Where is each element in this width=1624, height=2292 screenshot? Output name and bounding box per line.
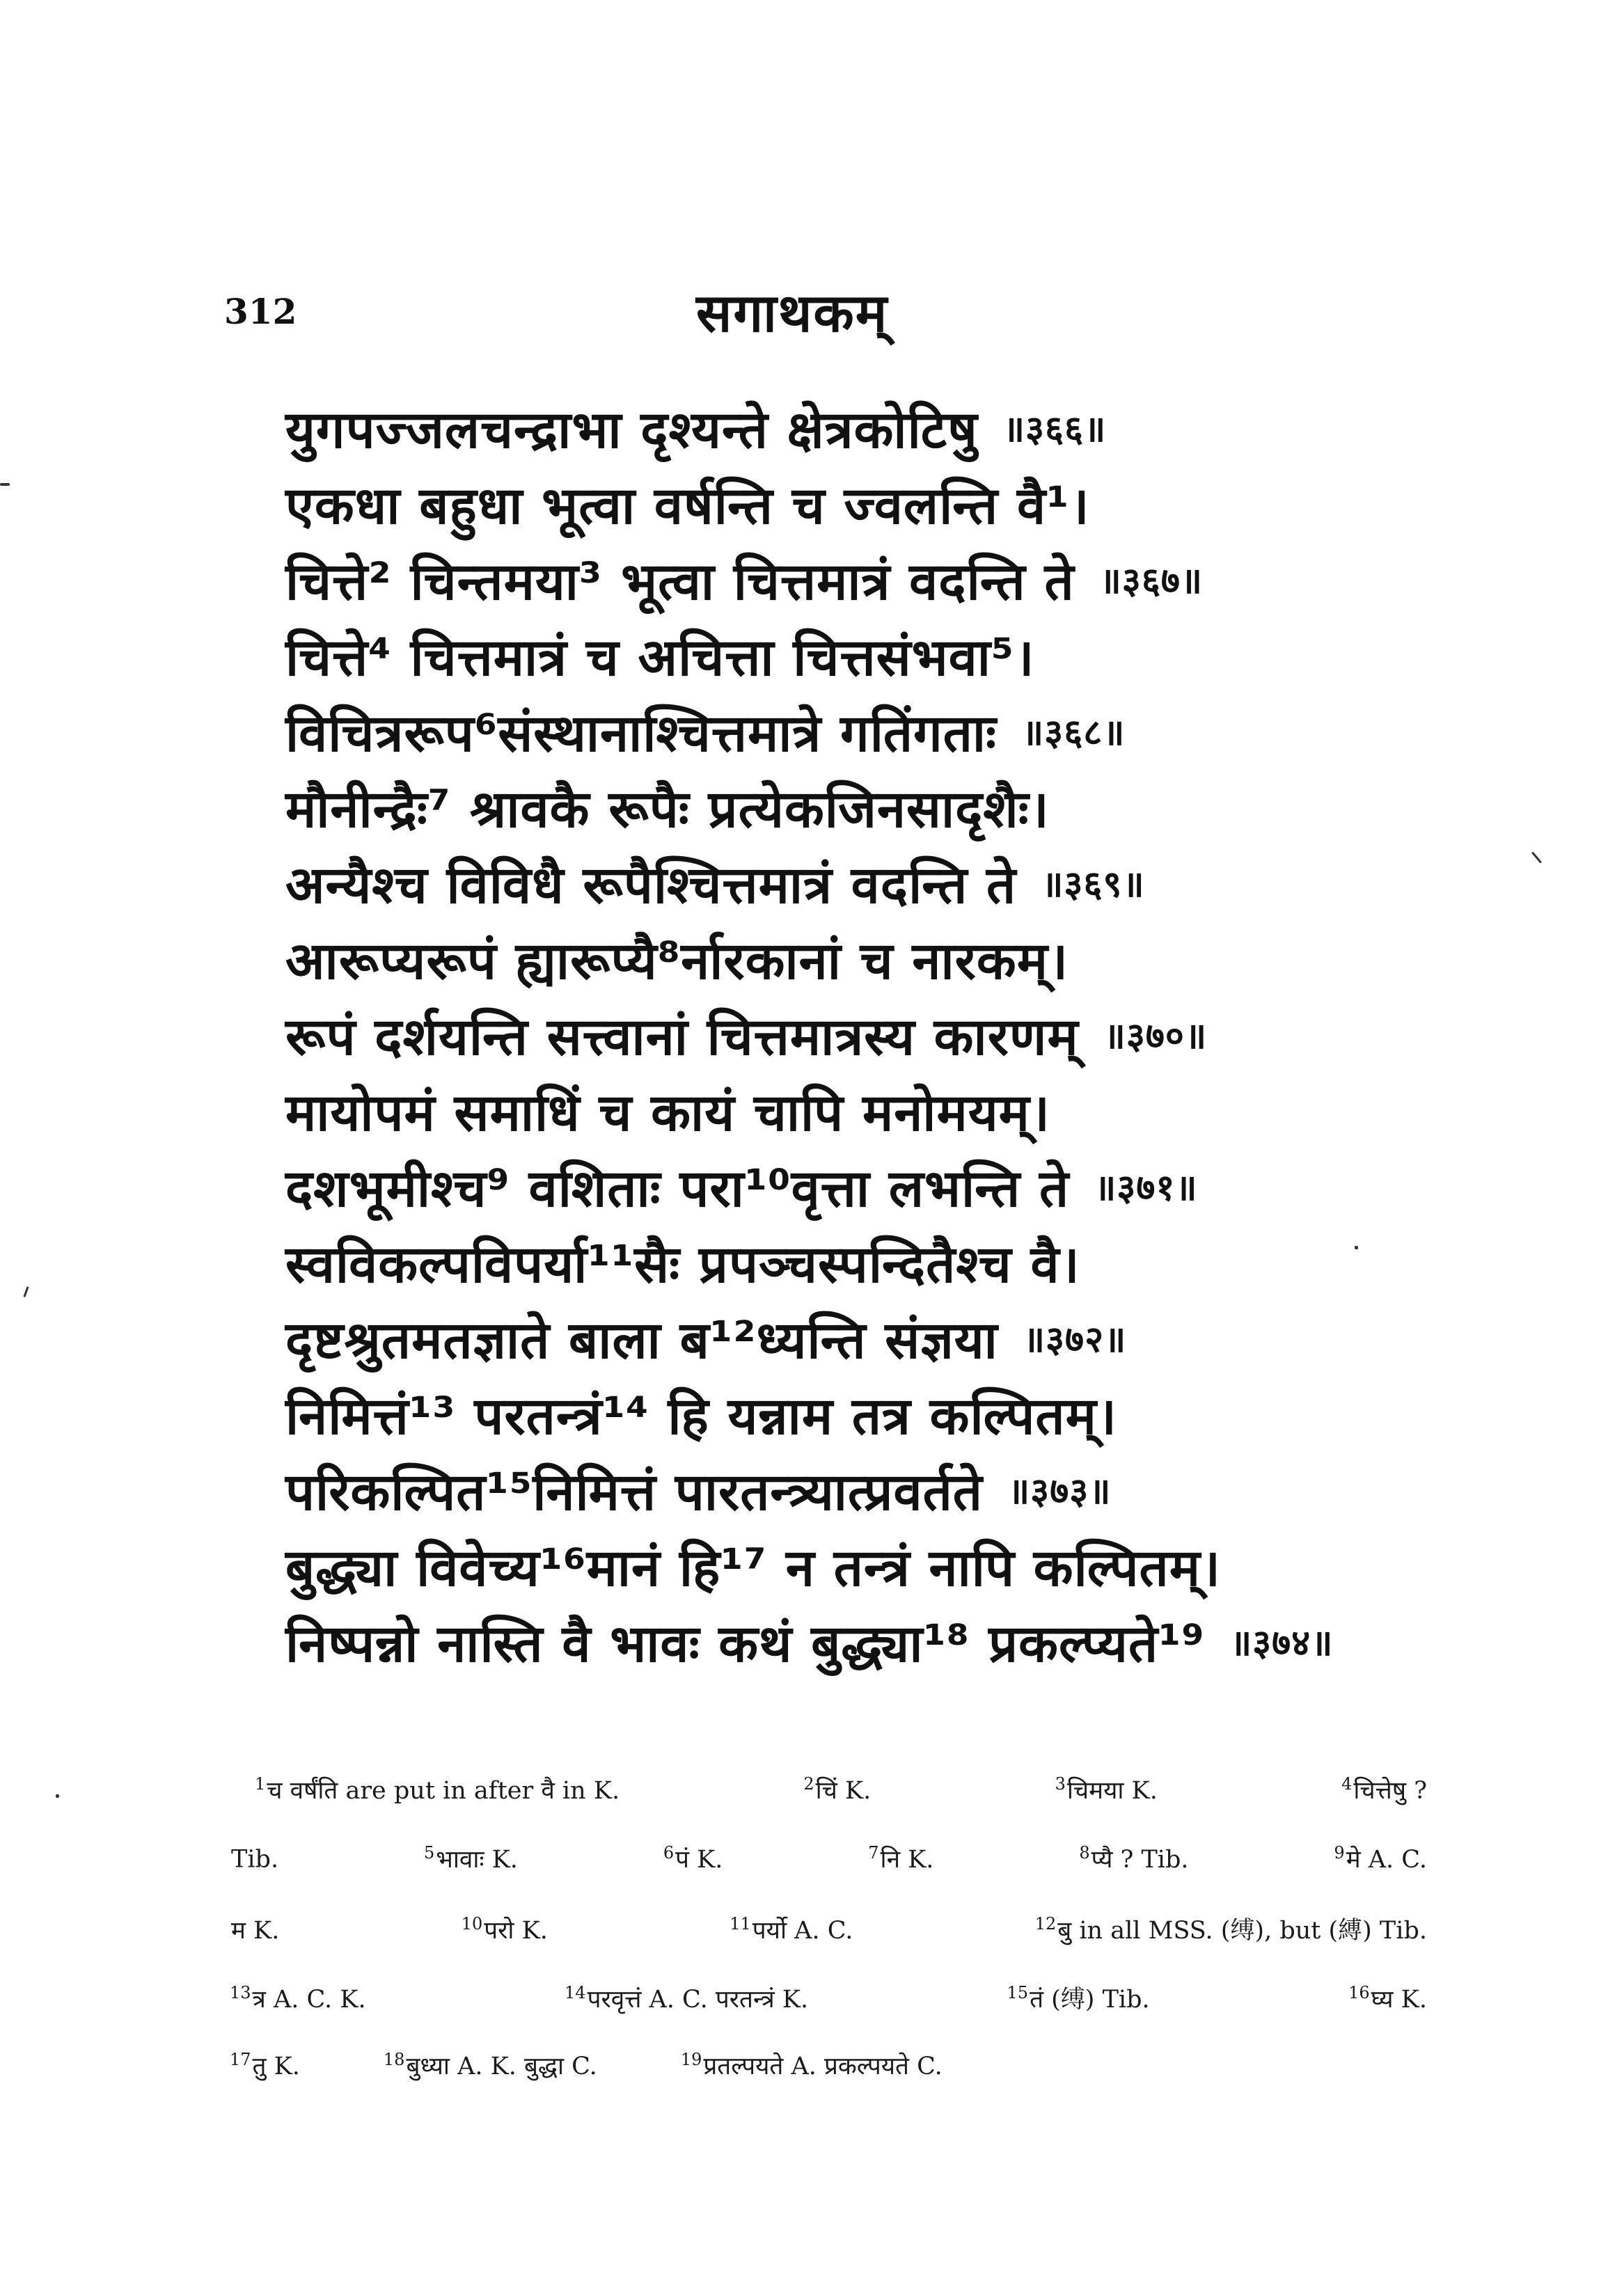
footnote [1035,1911,1427,1946]
footnote [803,1773,871,1806]
footnote-mark: 15 [1007,1983,1029,2003]
footnote-mark: 5 [423,1843,435,1863]
footnote-mark: 19 [680,2050,702,2070]
page-number: 312 [224,291,297,332]
footnote-text: चित्तेषु ? [1353,1777,1427,1805]
verse-number: ॥३७०॥ [1103,1015,1208,1057]
footnote-text: घ्य K. [1371,1986,1427,2014]
verse-text: बुद्ध्या विवेच्य¹⁶मानं हि¹⁷ न तन्त्रं नापि कल्पितम्। [285,1538,1222,1598]
footnote [462,1913,548,1946]
verse-text: एकधा बहुधा भूत्वा वर्षन्ति च ज्वलन्ति वै¹। [285,476,1090,536]
footnote-row [230,1773,1427,1842]
footnote [663,1842,723,1875]
footnote-text: परो K. [484,1917,548,1945]
footnote [255,1773,620,1806]
footnote-mark: 11 [730,1914,751,1934]
footnote-text: नि K. [880,1846,934,1874]
verse-line [285,1528,1427,1604]
footnote-text: तं (缚) Tib. [1030,1986,1150,2014]
footnote-mark: 18 [383,2050,405,2070]
footnote-mark: 1 [255,1774,266,1794]
footnote [1055,1773,1158,1806]
footnote-mark: 2 [803,1774,814,1794]
footnote-mark: 12 [1034,1914,1057,1934]
footnote-mark: 10 [461,1914,483,1934]
verse-line [285,769,1427,845]
verse-line [285,1376,1427,1452]
verse-line [285,390,1427,466]
footnote-text: पं K. [675,1846,723,1874]
footnote-row [230,1842,1427,1911]
footnote [1079,1842,1188,1875]
verse-number: ॥३७१॥ [1094,1167,1198,1209]
scan-speck [23,1286,29,1297]
footnote-mark: 4 [1341,1774,1353,1794]
verse-line [285,1452,1427,1528]
footnote-mark: 16 [1348,1983,1370,2003]
footnote [424,1842,518,1875]
footnote [868,1842,933,1875]
footnote [1341,1773,1427,1806]
footnote-mark: 3 [1055,1774,1066,1794]
verse-text: निमित्तं¹³ परतन्त्रं¹⁴ हि यन्नाम तत्र कल्पितम्। [285,1386,1117,1446]
verse-line [285,921,1427,997]
footnote-text: प्रतल्पयते A. प्रकल्पयते C. [703,2053,943,2080]
verse-number: ॥३६९॥ [1041,864,1145,906]
footnote-text: पर्यो A. C. [752,1917,853,1945]
footnote-row [230,1911,1427,1980]
verse-line [285,1224,1427,1300]
footnote-mark: 9 [1334,1843,1345,1863]
footnote-text: बु in all MSS. (缚), but (縛) Tib. [1057,1917,1427,1945]
footnote-row [230,1980,1427,2049]
verse-line [285,1148,1427,1224]
verse-text: अन्यैश्च विविधै रूपैश्चित्तमात्रं वदन्ति ते [285,855,1017,915]
scan-speck [56,1794,59,1798]
footnote-mark: 14 [565,1983,586,2003]
footnote [230,2049,300,2082]
verse-number: ॥३६८॥ [1022,712,1126,754]
verse-number: ॥३७२॥ [1023,1319,1127,1361]
footnote-text: भावाः K. [436,1846,518,1874]
footnote-mark: 13 [230,1983,251,2003]
footnote-text: बुध्या A. K. बुद्धा C. [406,2053,597,2080]
footnote [230,1982,366,2015]
scan-speck [1355,1246,1358,1249]
running-head-title: सगाथकम् [696,282,889,344]
verse-line [285,1300,1427,1376]
verse-text: युगपज्जलचन्द्राभा दृश्यन्ते क्षेत्रकोटिषु [285,400,978,460]
footnote [1007,1980,1150,2015]
footnote-text: मे A. C. [1346,1846,1427,1874]
verse-text: चित्ते² चिन्तमया³ भूत्वा चित्तमात्रं वदन्ति ते [285,552,1075,612]
footnote-mark: 6 [663,1843,675,1863]
verse-line [285,1073,1427,1148]
verse-line [285,466,1427,542]
verse-number: ॥३६६॥ [1002,409,1107,450]
verse-line [285,997,1427,1073]
scan-speck [0,483,10,486]
footnote-text: Tib. [231,1846,279,1874]
footnote [730,1913,853,1946]
footnote [1348,1982,1427,2015]
footnote [230,1843,278,1874]
verse-line [285,1604,1427,1680]
footnote-mark: 17 [230,2050,251,2070]
verse-text: परिकल्पित¹⁵निमित्तं पारतन्त्र्यात्प्रवर्तते [285,1462,983,1522]
footnote-text: चिं K. [815,1777,872,1805]
footnote [1334,1842,1427,1875]
footnote-text: प्यै ? Tib. [1091,1846,1189,1874]
verse-text: दशभूमीश्च⁹ वशिताः परा¹⁰वृत्ता लभन्ति ते [285,1159,1070,1219]
footnote [384,2049,597,2082]
verse-block [285,390,1427,1680]
footnote-text: चिमया K. [1066,1777,1158,1805]
footnotes [230,1773,1427,2118]
verse-text: रूपं दर्शयन्ति सत्त्वानां चित्तमात्रस्य कारणम् [285,1007,1079,1067]
verse-text: दृष्टश्रुतमतज्ञाते बाला ब¹²ध्यन्ति संज्ञया [285,1311,998,1370]
verse-text: निष्पन्नो नास्ति वै भावः कथं बुद्ध्या¹⁸ प्रकल्प्यते¹⁹ [285,1614,1205,1674]
verse-line [285,845,1427,921]
verse-line [285,617,1427,693]
verse-text: चित्ते⁴ चित्तमात्रं च अचित्ता चित्तसंभवा⁵। [285,628,1035,688]
verse-text: स्वविकल्पविपर्या¹¹सैः प्रपञ्चस्पन्दितैश्च वै। [285,1235,1080,1295]
verse-text: विचित्ररूप⁶संस्थानाश्चित्तमात्रे गतिंगताः [285,704,998,764]
verse-number: ॥३७३॥ [1008,1471,1112,1512]
verse-text: आरूप्यरूपं ह्यारूप्यै⁸र्नारकानां च नारकम्। [285,931,1069,991]
footnote-text: म K. [231,1917,280,1945]
footnote-text: तु K. [252,2053,300,2080]
footnote-text: परवृत्तं A. C. परतन्त्रं K. [587,1986,809,2014]
verse-line [285,693,1427,769]
footnote-mark: 8 [1079,1843,1090,1863]
footnote-text: त्र A. C. K. [252,1986,366,2014]
footnote-row [230,2049,1427,2118]
verse-text: मौनीन्द्रैः⁷ श्रावकै रूपैः प्रत्येकजिनसादृशैः। [285,780,1050,839]
verse-line [285,542,1427,617]
footnote-text: च वर्षंति are put in after वै in K. [267,1777,620,1805]
footnote [681,2049,943,2082]
verse-number: ॥३७४॥ [1229,1622,1334,1664]
verse-text: मायोपमं समाधिं च कायं चापि मनोमयम्। [285,1083,1050,1143]
footnote-mark: 7 [868,1843,879,1863]
verse-number: ॥३६७॥ [1099,560,1204,602]
scan-speck [1531,851,1542,863]
footnote [565,1982,808,2015]
footnote [230,1913,279,1946]
